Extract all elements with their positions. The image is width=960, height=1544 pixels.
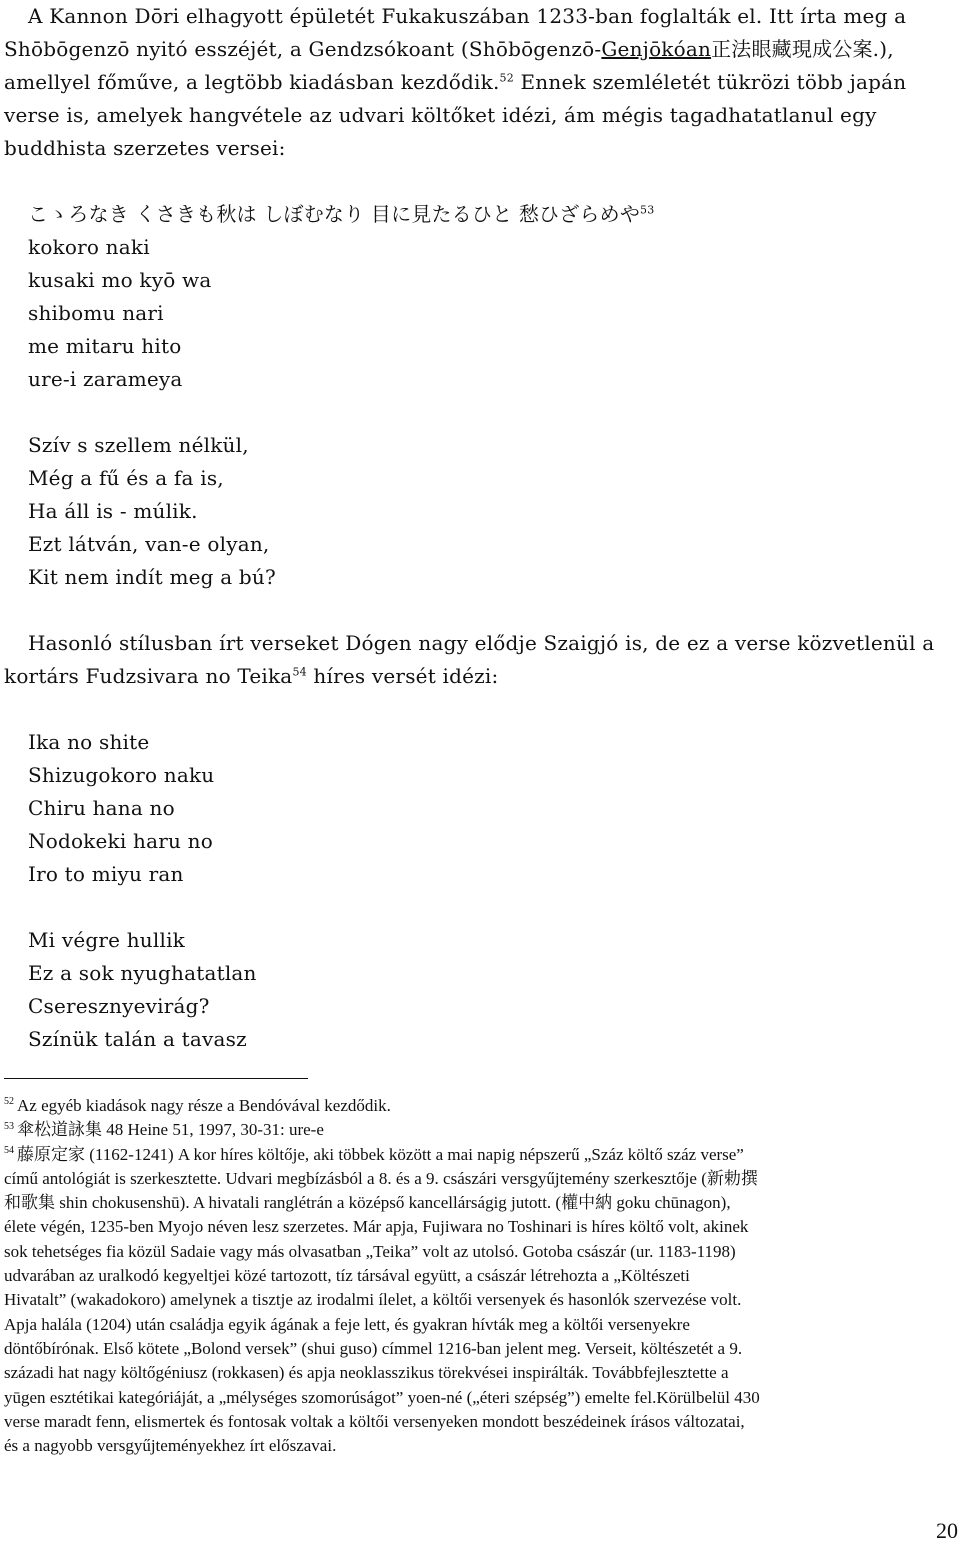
poem1-translation-line: Szív s szellem nélkül,	[28, 433, 249, 457]
poem1-translation-line: Kit nem indít meg a bú?	[28, 565, 276, 589]
para1-line5: buddhista szerzetes versei:	[4, 136, 286, 160]
footnote-text: 傘松道詠集 48 Heine 51, 1997, 30-31: ure-e	[17, 1120, 324, 1140]
poem1-romaji-line: kokoro naki	[28, 235, 150, 259]
footnote-54-line: századi hat nagy költőgéniusz (rokkasen) és apja neoklasszikus törekvései inspirálták. Továbbfejlesztette a	[4, 1363, 729, 1383]
footnote-54-line: döntőbírónak. Első kötete „Bolond versek” (shui guso) címmel 1216-ban jelent meg. Verseit, költészetét a 9.	[4, 1338, 743, 1358]
footnote-54-line: sok tehetséges fia közül Sadaie vagy más olvasatban „Teika” volt az utolsó. Gotoba császár (ur. 1183-1198)	[4, 1241, 736, 1261]
para1-line4: verse is, amelyek hangvétele az udvari költőket idézi, ám mégis tagadhatatlanul egy	[4, 103, 877, 127]
poem2-romaji-line: Iro to miyu ran	[28, 862, 184, 886]
footnote-line: 藤原定家 (1162-1241) A kor híres költője, aki többek között a mai napig népszerű „Száz költő száz verse”	[17, 1144, 744, 1164]
para1-line3a: amellyel főműve, a legtöbb kiadásban kezdődik.	[4, 70, 500, 94]
para1-line2c: 正法眼藏現成公案.),	[711, 37, 894, 61]
footnote-number: 53	[4, 1120, 14, 1132]
poem1-japanese: こゝろなき くさきも秋は しぼむなり 目に見たるひと 愁ひざらめや	[28, 202, 641, 226]
para2-line1: Hasonló stílusban írt verseket Dógen nagy elődje Szaigjó is, de ez a verse közvetlenül a	[28, 631, 935, 655]
poem1-romaji-line: ure-i zarameya	[28, 367, 183, 391]
footnote-54-line: yūgen esztétikai kategóriáját, a „mélységes szomorúságot” yoen-né („éteri szépség”) emelte fel.Körülbelül 430	[4, 1387, 760, 1407]
para2-line2a: kortárs Fudzsivara no Teika	[4, 664, 293, 688]
poem1-romaji-line: me mitaru hito	[28, 334, 182, 358]
footnote-54-line: udvarában az uralkodó kegyeltjei közé tartozott, tíz társával együtt, a császár létrehozta a „Költészeti	[4, 1266, 690, 1286]
footnote-54-line: című antológiát is szerkesztette. Udvari megbízásból a 8. és a 9. császári versgyűjtemény szerkesztője (新勅撰	[4, 1168, 758, 1188]
footnote-54-line: élete végén, 1235-ben Myojo néven lesz szerzetes. Már apja, Fujiwara no Toshinari is híres költő volt, akinek	[4, 1217, 749, 1237]
poem1-romaji-line: shibomu nari	[28, 301, 164, 325]
main-text	[4, 0, 954, 1056]
poem-2	[28, 726, 954, 1056]
para1-line3b: Ennek szemléletét tükrözi több japán	[513, 70, 907, 94]
footnote-number: 54	[4, 1144, 14, 1156]
footnotes	[4, 1094, 956, 1458]
footnote-53	[4, 1118, 956, 1142]
poem1-translation-line: Még a fű és a fa is,	[28, 466, 224, 490]
poem2-translation-line: Cseresznyevirág?	[28, 994, 210, 1018]
footnote-54-line: Hivatalt” (wakadokoro) amelynek a tisztje az irodalmi ílelet, a költői versenyek és hasonlók szervezése volt.	[4, 1290, 742, 1310]
poem2-romaji-line: Shizugokoro naku	[28, 763, 215, 787]
paragraph-2	[4, 627, 954, 693]
footnote-number: 52	[4, 1096, 14, 1108]
poem2-translation-line: Színük talán a tavasz	[28, 1027, 247, 1051]
poem1-romaji-line: kusaki mo kyō wa	[28, 268, 212, 292]
footnote-ref-52: 52	[499, 71, 514, 85]
poem2-romaji-line: Nodokeki haru no	[28, 829, 213, 853]
poem1-translation-line: Ha áll is - múlik.	[28, 499, 198, 523]
footnote-separator	[4, 1078, 308, 1079]
para1-line1: A Kannon Dōri elhagyott épületét Fukakuszában 1233-ban foglalták el. Itt írta meg a	[28, 4, 907, 28]
footnote-54-line: verse maradt fenn, elismertek és fontosak voltak a költői versenyeken mondott beszédeinek írásos változatai,	[4, 1411, 745, 1431]
footnote-ref-53: 53	[640, 203, 655, 217]
footnote-54-line: és a nagyobb versgyűjteményekhez írt előszavai.	[4, 1436, 337, 1456]
para2-line2b: híres versét idézi:	[306, 664, 499, 688]
poem2-romaji-line: Chiru hana no	[28, 796, 175, 820]
poem1-translation-line: Ezt látván, van-e olyan,	[28, 532, 270, 556]
footnote-ref-54: 54	[292, 665, 307, 679]
poem2-romaji-line: Ika no shite	[28, 730, 150, 754]
poem2-translation-line: Ez a sok nyughatatlan	[28, 961, 257, 985]
footnote-54-line: 和歌集 shin chokusenshū). A hivatali ranglétrán a középső kancellárságig jutott. (權中納 goku chūnagon),	[4, 1193, 731, 1213]
footnote-text: Az egyéb kiadások nagy része a Bendóvával kezdődik.	[17, 1096, 391, 1115]
poem-1	[28, 198, 954, 594]
footnote-54-line: Apja halála (1204) után családja egyik ágának a feje lett, és gyakran hívták meg a költői versenyekre	[4, 1314, 690, 1334]
footnote-52	[4, 1094, 956, 1118]
genjokoan-underlined: Genjōkóan	[601, 37, 712, 61]
footnote-54	[4, 1143, 956, 1167]
poem2-translation-line: Mi végre hullik	[28, 928, 185, 952]
page-number: 20	[936, 1518, 958, 1543]
paragraph-1	[4, 0, 954, 165]
para1-line2a: Shōbōgenzō nyitó esszéjét, a Gendzsókoant (Shōbōgenzō-	[4, 37, 602, 61]
